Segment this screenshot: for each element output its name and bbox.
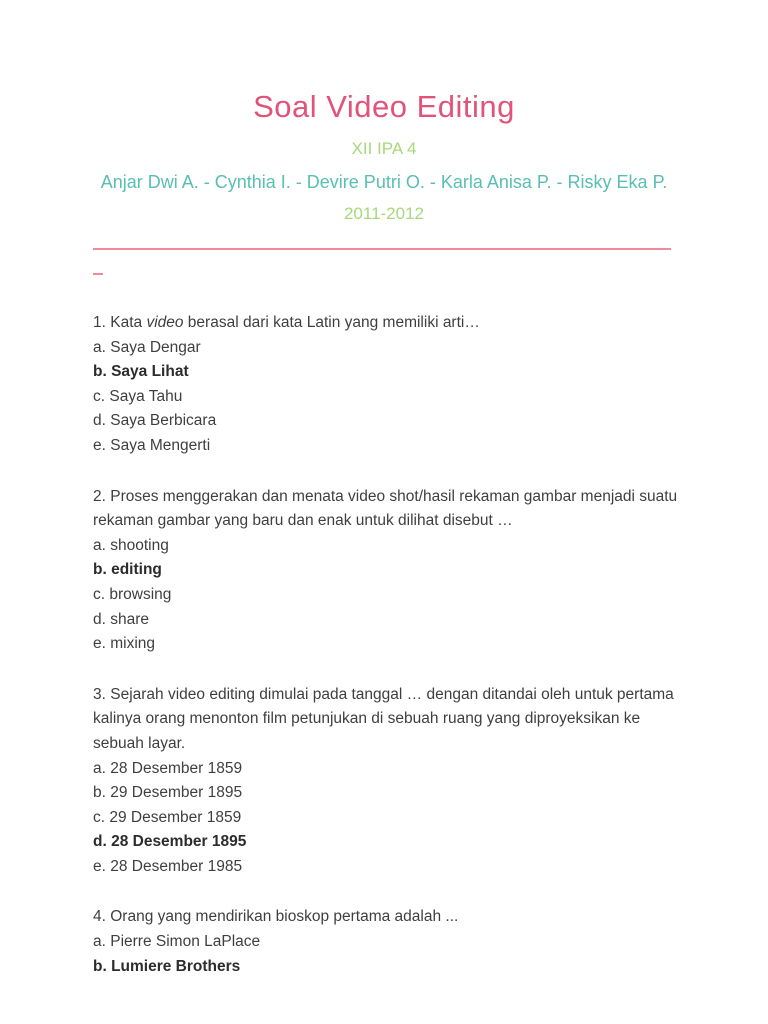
answer-option: e. 28 Desember 1985 — [93, 857, 243, 875]
answer-option: b. 29 Desember 1895 — [93, 784, 243, 802]
question-stem: 3. Sejarah video editing dimulai pada tanggal … dengan ditandai oleh untuk pertama kalinya orang menonton film petunjukan di sebuah ruang yang diproyeksikan ke sebuah layar. — [93, 685, 674, 752]
answer-option: e. mixing — [93, 635, 156, 653]
answer-option: e. Saya Mengerti — [93, 436, 211, 454]
answer-option: c. 29 Desember 1859 — [93, 808, 242, 826]
answer-option-correct: b. editing — [93, 561, 162, 579]
authors-line: Anjar Dwi A. - Cynthia I. - Devire Putri O. - Karla Anisa P. - Risky Eka P. — [100, 172, 668, 192]
school-year: 2011-2012 — [343, 204, 425, 223]
answer-option: a. Pierre Simon LaPlace — [93, 933, 261, 951]
question-2 — [93, 485, 678, 657]
question-stem-text: 1. Kata — [93, 314, 147, 331]
answer-option-correct: b. Lumiere Brothers — [93, 957, 241, 975]
question-stem-italic: video — [146, 314, 184, 331]
document-header — [0, 0, 768, 225]
answer-option-correct: b. Saya Lihat — [93, 363, 189, 381]
answer-option: a. Saya Dengar — [93, 338, 201, 356]
questions-section — [0, 275, 768, 979]
question-stem-text: berasal dari kata Latin yang memiliki arti… — [183, 314, 480, 331]
divider-line — [93, 248, 671, 250]
page-title: Soal Video Editing — [253, 89, 515, 124]
question-stem: 4. Orang yang mendirikan bioskop pertama adalah ... — [93, 908, 459, 926]
answer-option: c. Saya Tahu — [93, 387, 183, 405]
answer-option: a. shooting — [93, 536, 169, 554]
question-4 — [93, 905, 678, 979]
question-stem — [93, 311, 678, 336]
question-3 — [93, 683, 678, 880]
answer-option-correct: d. 28 Desember 1895 — [93, 833, 247, 851]
answer-option: d. share — [93, 610, 150, 628]
question-stem: 2. Proses menggerakan dan menata video shot/hasil rekaman gambar menjadi suatu rekaman gambar yang baru dan enak untuk dilihat disebut … — [93, 487, 678, 530]
answer-option: a. 28 Desember 1859 — [93, 759, 243, 777]
question-1 — [93, 311, 678, 459]
answer-option: c. browsing — [93, 585, 172, 603]
class-label: XII IPA 4 — [351, 139, 417, 158]
answer-option: d. Saya Berbicara — [93, 412, 217, 430]
